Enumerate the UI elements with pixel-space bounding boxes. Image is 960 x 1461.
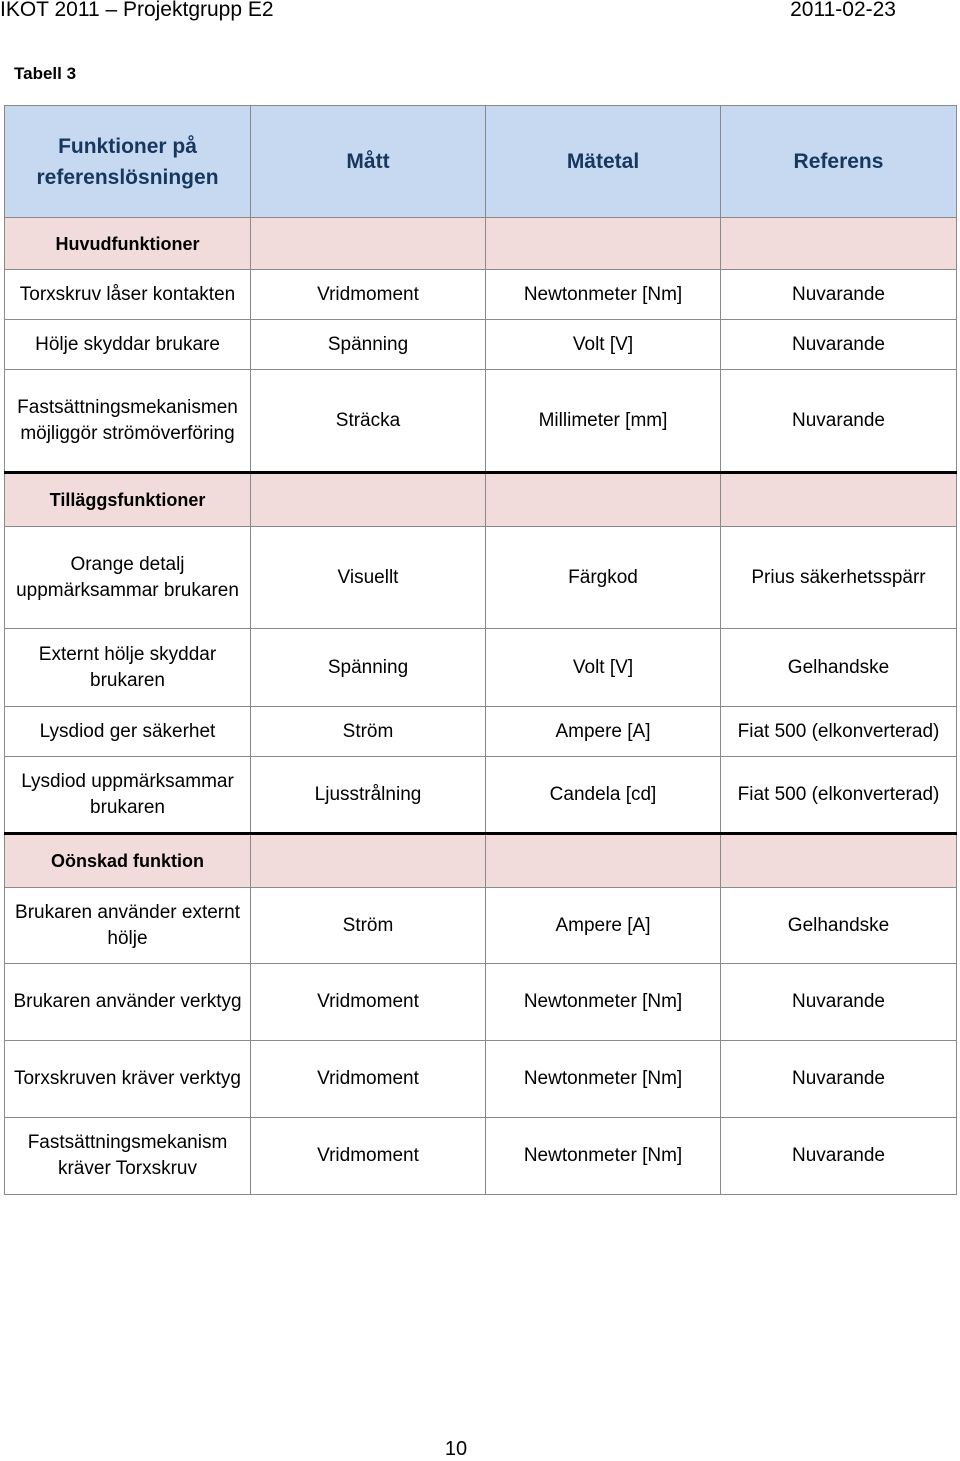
table-row xyxy=(5,757,957,834)
cell-matt: Visuellt xyxy=(251,527,486,629)
cell-matt: Vridmoment xyxy=(251,270,486,320)
cell-function: Brukaren använder verktyg xyxy=(5,964,251,1041)
cell-referens: Nuvarande xyxy=(721,1041,957,1118)
cell-function: Fastsättningsmekanismen möjliggör strömöverföring xyxy=(5,370,251,473)
cell-matetal: Ampere [A] xyxy=(486,888,721,964)
cell-referens: Fiat 500 (elkonverterad) xyxy=(721,757,957,834)
table-row xyxy=(5,888,957,964)
cell-matetal: Volt [V] xyxy=(486,629,721,707)
header-matetal: Mätetal xyxy=(486,106,721,218)
cell-referens: Gelhandske xyxy=(721,888,957,964)
table-row xyxy=(5,270,957,320)
cell-matetal: Candela [cd] xyxy=(486,757,721,834)
cell-matt: Ljusstrålning xyxy=(251,757,486,834)
cell-referens: Nuvarande xyxy=(721,964,957,1041)
cell-matetal: Millimeter [mm] xyxy=(486,370,721,473)
section-title: Tilläggsfunktioner xyxy=(5,473,251,527)
page-number: 10 xyxy=(444,1438,468,1460)
cell-matt: Vridmoment xyxy=(251,1118,486,1195)
cell-matt: Sträcka xyxy=(251,370,486,473)
section-row-unwanted-function xyxy=(5,834,957,888)
cell-referens: Prius säkerhetsspärr xyxy=(721,527,957,629)
cell-referens: Gelhandske xyxy=(721,629,957,707)
table-row xyxy=(5,527,957,629)
cell-referens: Nuvarande xyxy=(721,1118,957,1195)
cell-referens: Nuvarande xyxy=(721,270,957,320)
header-functions: Funktioner på referenslösningen xyxy=(5,106,251,218)
cell-function: Lysdiod ger säkerhet xyxy=(5,707,251,757)
cell-matt: Ström xyxy=(251,707,486,757)
cell-matetal: Newtonmeter [Nm] xyxy=(486,270,721,320)
cell-function: Torxskruven kräver verktyg xyxy=(5,1041,251,1118)
cell-matt: Vridmoment xyxy=(251,1041,486,1118)
functions-table xyxy=(4,105,957,1195)
cell-matetal: Newtonmeter [Nm] xyxy=(486,1118,721,1195)
table-header-row xyxy=(5,106,957,218)
table-row xyxy=(5,370,957,473)
section-title: Oönskad funktion xyxy=(5,834,251,888)
cell-matt: Spänning xyxy=(251,320,486,370)
cell-function: Hölje skyddar brukare xyxy=(5,320,251,370)
section-row-main-functions xyxy=(5,218,957,270)
header-matt: Mått xyxy=(251,106,486,218)
page-header xyxy=(0,0,960,26)
cell-function: Torxskruv låser kontakten xyxy=(5,270,251,320)
table-row xyxy=(5,964,957,1041)
cell-function: Lysdiod uppmärksammar brukaren xyxy=(5,757,251,834)
cell-matetal: Färgkod xyxy=(486,527,721,629)
section-row-additional-functions xyxy=(5,473,957,527)
cell-function: Orange detalj uppmärksammar brukaren xyxy=(5,527,251,629)
cell-matetal: Ampere [A] xyxy=(486,707,721,757)
cell-matt: Ström xyxy=(251,888,486,964)
table-row xyxy=(5,629,957,707)
cell-matetal: Newtonmeter [Nm] xyxy=(486,1041,721,1118)
table-row xyxy=(5,320,957,370)
table-row xyxy=(5,1118,957,1195)
section-title: Huvudfunktioner xyxy=(5,218,251,270)
cell-referens: Fiat 500 (elkonverterad) xyxy=(721,707,957,757)
header-title: IKOT 2011 – Projektgrupp E2 xyxy=(0,0,274,21)
table-caption: Tabell 3 xyxy=(14,64,77,83)
cell-function: Fastsättningsmekanism kräver Torxskruv xyxy=(5,1118,251,1195)
cell-function: Brukaren använder externt hölje xyxy=(5,888,251,964)
cell-matetal: Volt [V] xyxy=(486,320,721,370)
header-referens: Referens xyxy=(721,106,957,218)
cell-matt: Spänning xyxy=(251,629,486,707)
cell-referens: Nuvarande xyxy=(721,320,957,370)
cell-matetal: Newtonmeter [Nm] xyxy=(486,964,721,1041)
cell-function: Externt hölje skyddar brukaren xyxy=(5,629,251,707)
cell-matt: Vridmoment xyxy=(251,964,486,1041)
table-row xyxy=(5,1041,957,1118)
cell-referens: Nuvarande xyxy=(721,370,957,473)
table-row xyxy=(5,707,957,757)
header-date: 2011-02-23 xyxy=(790,0,896,21)
